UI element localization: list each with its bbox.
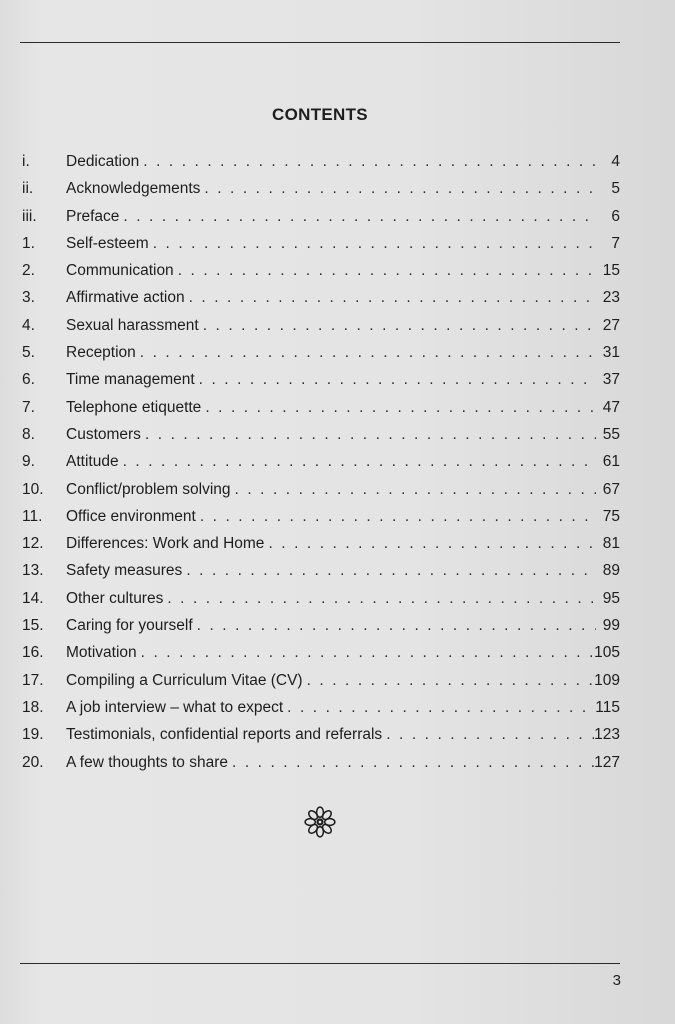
- dot-leader: [199, 366, 596, 393]
- toc-entry-number: 8.: [22, 425, 35, 443]
- toc-entry: [22, 366, 620, 393]
- toc-entry-page: 95: [602, 589, 620, 607]
- toc-entry-page: 6: [611, 207, 620, 225]
- toc-entry: [22, 203, 620, 230]
- toc-entry-number: 5.: [22, 344, 35, 362]
- toc-entry-title: Safety measures: [66, 562, 183, 580]
- toc-entry: [22, 175, 620, 202]
- toc-entry-title: Differences: Work and Home: [66, 535, 265, 553]
- toc-entry-title: Preface: [66, 207, 120, 225]
- dot-leader: [153, 230, 596, 257]
- dot-leader: [186, 557, 596, 584]
- dot-leader: [141, 639, 594, 666]
- toc-entry-number: 11.: [22, 507, 43, 525]
- toc-entry-title: Time management: [66, 371, 195, 389]
- toc-entry-number: 12.: [22, 535, 44, 553]
- toc-entry: [22, 557, 620, 584]
- toc-entry-title: Caring for yourself: [66, 617, 193, 635]
- toc-entry: [22, 503, 620, 530]
- toc-entry: [22, 284, 620, 311]
- dot-leader: [167, 585, 596, 612]
- toc-entry-page: 81: [602, 535, 620, 553]
- toc-entry: [22, 257, 620, 284]
- toc-entry-number: 17.: [22, 671, 44, 689]
- toc-entry-number: 19.: [22, 726, 44, 744]
- top-rule: [20, 42, 620, 43]
- toc-entry-page: 27: [602, 316, 620, 334]
- toc-entry-title: Attitude: [66, 453, 119, 471]
- toc-entry: [22, 448, 620, 475]
- dot-leader: [235, 476, 596, 503]
- toc-entry-number: 18.: [22, 698, 44, 716]
- toc-entry-number: 4.: [22, 316, 35, 334]
- toc-entry: [22, 394, 620, 421]
- flower-icon: [303, 805, 337, 839]
- dot-leader: [287, 694, 595, 721]
- toc-entry-number: 1.: [22, 234, 35, 252]
- toc-entry: [22, 667, 620, 694]
- toc-entry-number: 15.: [22, 617, 44, 635]
- dot-leader: [143, 148, 596, 175]
- toc-entry-page: 31: [602, 344, 620, 362]
- toc-entry-page: 99: [602, 617, 620, 635]
- toc-entry-number: ii.: [22, 180, 34, 198]
- toc-entry-page: 37: [602, 371, 620, 389]
- dot-leader: [123, 448, 596, 475]
- dot-leader: [205, 394, 596, 421]
- toc-entry-page: 7: [611, 234, 620, 252]
- toc-entry-page: 109: [594, 671, 620, 689]
- dot-leader: [123, 203, 596, 230]
- toc-entry-number: 16.: [22, 644, 44, 662]
- toc-entry-page: 4: [611, 153, 620, 170]
- toc-entry-number: iii.: [22, 207, 37, 225]
- toc-entry-page: 123: [594, 726, 620, 744]
- dot-leader: [145, 421, 596, 448]
- toc-entry-page: 67: [602, 480, 620, 498]
- toc-entry-title: Other cultures: [66, 589, 164, 607]
- toc-entry: [22, 148, 620, 175]
- toc-entry-number: 14.: [22, 589, 44, 607]
- dot-leader: [268, 530, 596, 557]
- toc-entry: [22, 585, 620, 612]
- toc-entry-title: Office environment: [66, 507, 196, 525]
- dot-leader: [189, 284, 596, 311]
- toc-entry: [22, 230, 620, 257]
- toc-entry-title: Customers: [66, 425, 141, 443]
- toc-entry-title: Testimonials, confidential reports and referrals: [66, 726, 383, 744]
- toc-entry: [22, 639, 620, 666]
- dot-leader: [200, 503, 596, 530]
- toc-entry-number: 10.: [22, 480, 44, 498]
- toc-entry: [22, 721, 620, 748]
- toc-entry: [22, 530, 620, 557]
- toc-entry: [22, 749, 620, 776]
- toc-entry-number: 7.: [22, 398, 35, 416]
- toc-entry-number: 9.: [22, 453, 35, 471]
- toc-entry-page: 105: [594, 644, 620, 662]
- toc-entry: [22, 694, 620, 721]
- toc-entry-page: 115: [595, 698, 620, 716]
- toc-entry-page: 89: [602, 562, 620, 580]
- toc-entry: [22, 612, 620, 639]
- toc-entry-page: 127: [594, 753, 620, 771]
- toc-entry-number: 13.: [22, 562, 44, 580]
- toc-entry-page: 75: [602, 507, 620, 525]
- dot-leader: [140, 339, 596, 366]
- bottom-rule: [20, 963, 620, 964]
- dot-leader: [307, 667, 595, 694]
- toc-entry-title: A job interview – what to expect: [66, 698, 284, 716]
- toc-entry-title: Motivation: [66, 644, 137, 662]
- toc-entry-title: Sexual harassment: [66, 316, 199, 334]
- toc-entry: [22, 421, 620, 448]
- toc-entry-title: Reception: [66, 344, 136, 362]
- toc-entry: [22, 312, 620, 339]
- table-of-contents: [22, 148, 620, 776]
- page-number: 3: [612, 972, 621, 989]
- toc-entry-title: Self-esteem: [66, 234, 149, 252]
- dot-leader: [232, 749, 594, 776]
- toc-entry-page: 61: [602, 453, 620, 471]
- toc-entry-title: Acknowledgements: [66, 180, 201, 198]
- toc-entry-page: 23: [602, 289, 620, 307]
- toc-entry-title: Conflict/problem solving: [66, 480, 231, 498]
- dot-leader: [203, 312, 596, 339]
- toc-entry-title: A few thoughts to share: [66, 753, 228, 771]
- toc-entry-title: Telephone etiquette: [66, 398, 202, 416]
- toc-entry-number: 6.: [22, 371, 35, 389]
- toc-entry-title: Communication: [66, 262, 174, 280]
- toc-entry-number: 3.: [22, 289, 35, 307]
- dot-leader: [204, 175, 596, 202]
- toc-entry-title: Compiling a Curriculum Vitae (CV): [66, 671, 303, 689]
- toc-entry-number: i.: [22, 153, 30, 170]
- toc-entry: [22, 476, 620, 503]
- toc-entry-number: 2.: [22, 262, 35, 280]
- toc-entry-title: Affirmative action: [66, 289, 185, 307]
- dot-leader: [197, 612, 596, 639]
- toc-entry-page: 47: [602, 398, 620, 416]
- toc-entry-page: 55: [602, 425, 620, 443]
- dot-leader: [178, 257, 596, 284]
- toc-entry-page: 5: [611, 180, 620, 198]
- toc-entry-number: 20.: [22, 753, 44, 771]
- toc-entry-title: Dedication: [66, 153, 140, 170]
- page-title: CONTENTS: [272, 105, 368, 124]
- toc-entry: [22, 339, 620, 366]
- toc-entry-page: 15: [602, 262, 620, 280]
- dot-leader: [386, 721, 594, 748]
